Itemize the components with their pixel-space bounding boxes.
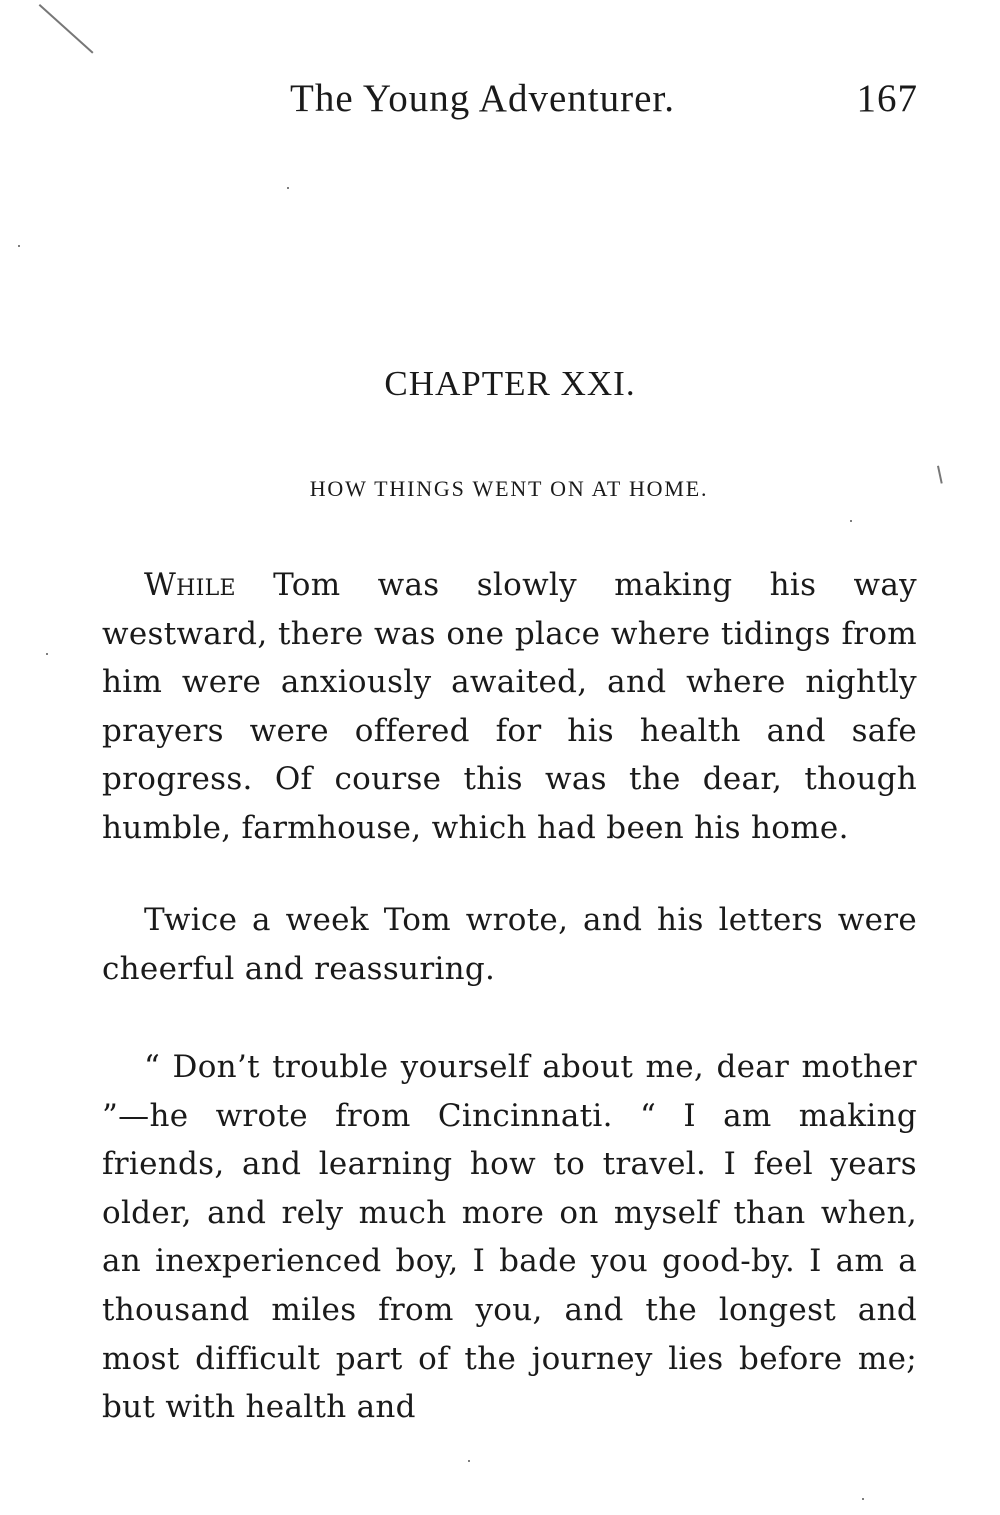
paragraph-text: Twice a week Tom wrote, and his letters were cheerful and reassuring. [102, 902, 917, 987]
running-head-title: The Young Adventurer. [290, 77, 675, 120]
paragraph-text: Tom was slowly making his way westward, there was one place where tidings from him were anxiously awaited, and where nightly prayers were offered for his health and safe progress. Of course this was the dear, though humble, farmhouse, which had been his home. [102, 567, 917, 846]
paper-speck [46, 653, 48, 655]
paragraph-1 [102, 561, 917, 853]
paper-speck [18, 245, 20, 247]
paragraph-text: “ Don’t trouble yourself about me, dear mother ”—he wrote from Cincinnati. “ I am making friends, and learning how to travel. I feel years older, and rely much more on myself than when, an inexperienced boy, I bade you good-by. I am a thousand miles from you, and the longest and most difficult part of the journey lies before me; but with health and [102, 1049, 917, 1426]
paragraph-2 [102, 896, 917, 993]
paper-speck [850, 520, 852, 522]
paragraph-lead-word: While [144, 567, 236, 603]
chapter-title: CHAPTER XXI. [384, 364, 636, 403]
paper-speck [468, 1460, 470, 1462]
page-scratch-mark [39, 4, 94, 53]
page-number: 167 [856, 77, 918, 120]
paragraph-3 [102, 1043, 917, 1432]
chapter-subtitle: HOW THINGS WENT ON AT HOME. [309, 476, 709, 501]
paper-speck [862, 1498, 864, 1500]
running-head [290, 76, 930, 136]
paper-speck [287, 187, 289, 189]
